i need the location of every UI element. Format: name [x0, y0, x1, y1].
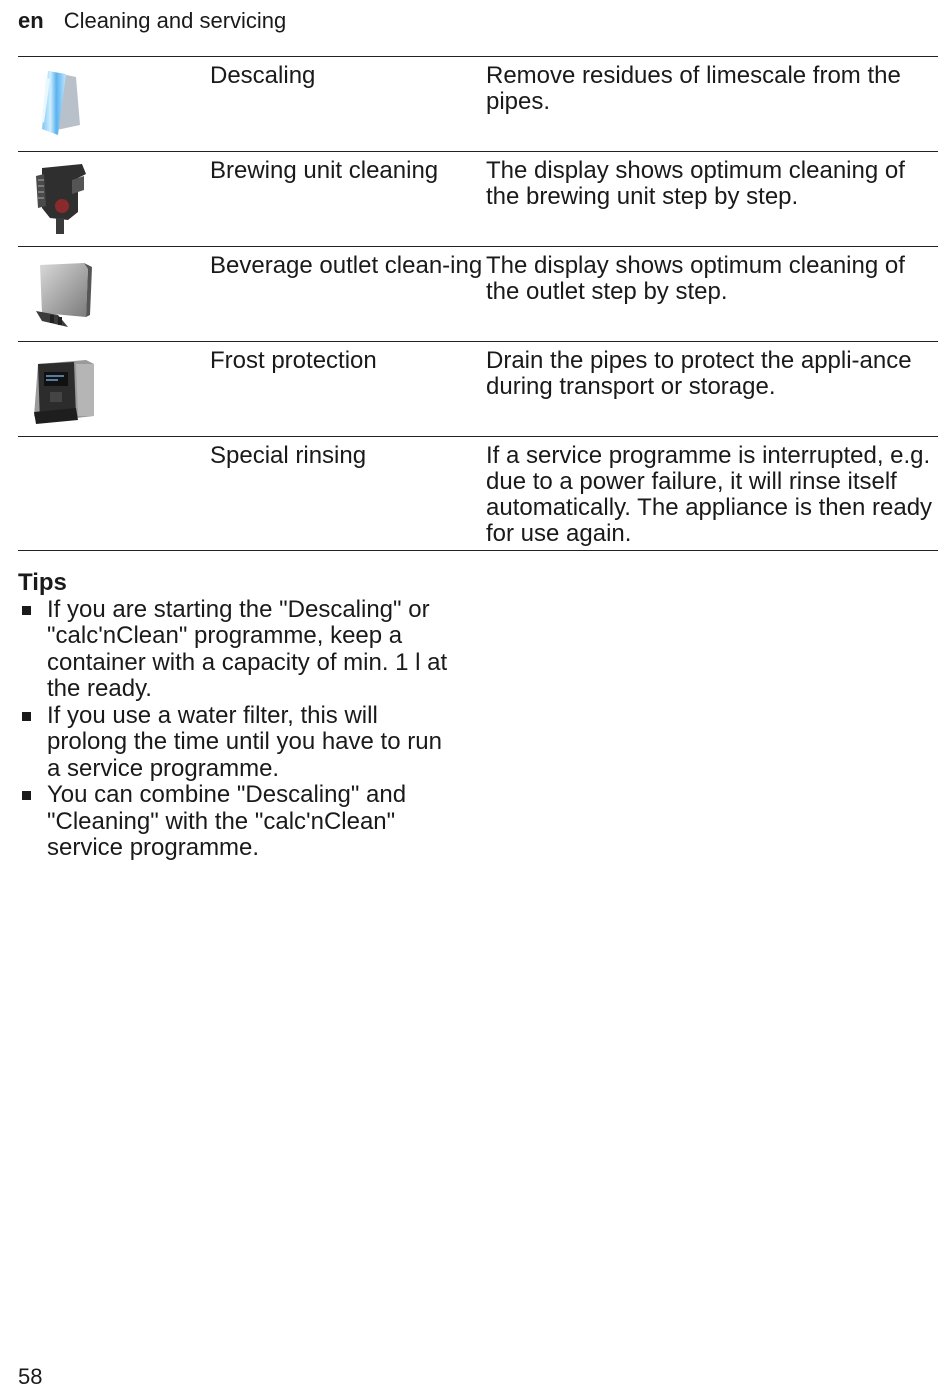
service-programmes-table — [18, 56, 938, 551]
list-item: If you are starting the "Descaling" or "calc'nClean" programme, keep a container with a capacity of min. 1 l at the ready. — [18, 597, 458, 703]
table-row — [18, 247, 938, 342]
programme-description: The display shows optimum cleaning of the brewing unit step by step. — [486, 157, 905, 210]
page-header — [18, 8, 286, 34]
table-row — [18, 152, 938, 247]
programme-name: Frost protection — [210, 347, 377, 374]
table-row — [18, 437, 938, 551]
programme-description: Remove residues of limescale from the pipes. — [486, 62, 901, 115]
bullet-icon — [22, 791, 31, 800]
programme-name: Special rinsing — [210, 442, 367, 469]
programme-name: Descaling — [210, 62, 316, 89]
brewing-unit-icon — [28, 160, 98, 240]
section-title: Cleaning and servicing — [63, 8, 287, 33]
programme-description: Drain the pipes to protect the appli-ance during transport or storage. — [486, 347, 912, 400]
language-code: en — [18, 8, 44, 33]
descaling-tablet-icon — [28, 65, 88, 137]
bullet-icon — [22, 606, 31, 615]
tips-section — [18, 570, 458, 862]
tips-list — [18, 597, 458, 862]
programme-name: Brewing unit cleaning — [210, 157, 439, 184]
programme-description: If a service programme is interrupted, e.g. due to a power failure, it will rinse itself automatically. The appliance is then ready for use again. — [486, 442, 933, 547]
bullet-icon — [22, 712, 31, 721]
list-item: You can combine "Descaling" and "Cleaning" with the "calc'nClean" service programme. — [18, 782, 458, 862]
table-row — [18, 57, 938, 152]
programme-description: The display shows optimum cleaning of the outlet step by step. — [486, 252, 905, 305]
list-item: If you use a water filter, this will prolong the time until you have to run a service programme. — [18, 703, 458, 783]
page-number: 58 — [18, 1364, 43, 1389]
beverage-outlet-icon — [28, 255, 98, 335]
coffee-machine-icon — [28, 350, 108, 430]
table-row — [18, 342, 938, 437]
programme-name: Beverage outlet clean-ing — [210, 252, 483, 279]
tips-heading: Tips — [18, 569, 67, 596]
